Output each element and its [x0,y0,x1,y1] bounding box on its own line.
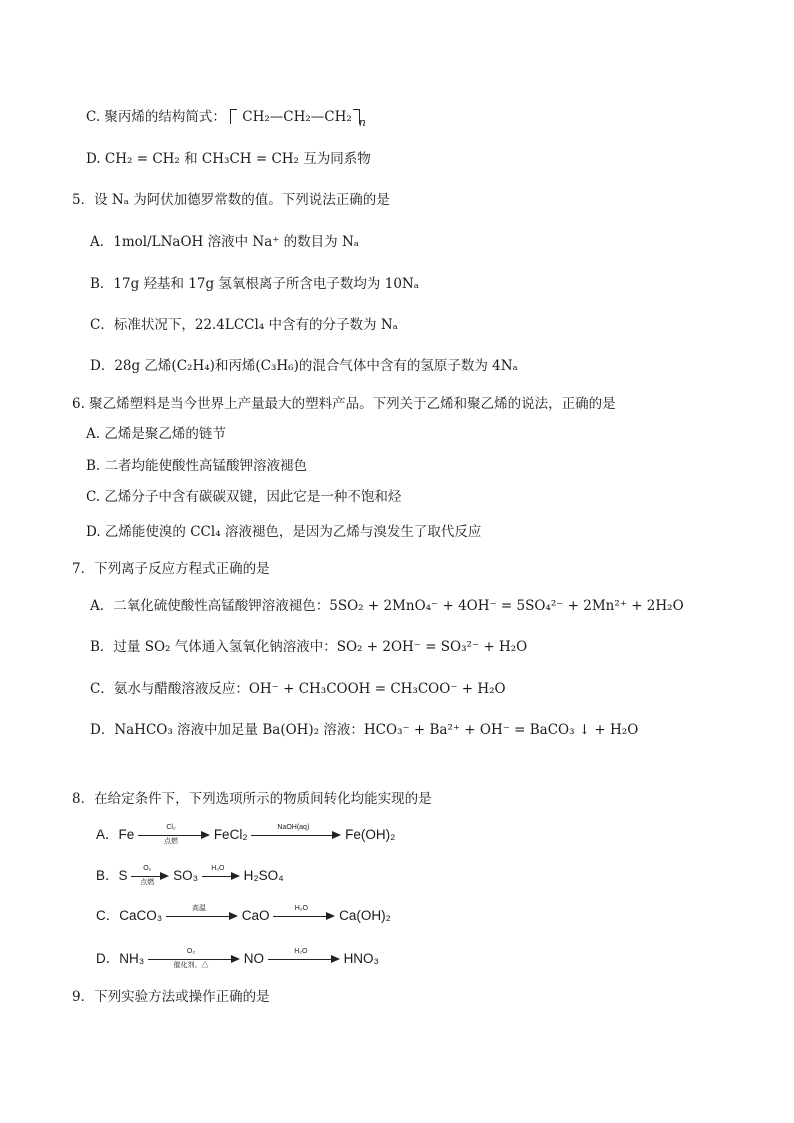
q7-option-a: A．二氧化硫使酸性高锰酸钾溶液褪色：5SO₂ + 2MnO₄⁻ + 4OH⁻ = 5SO₄²⁻ + 2Mn²⁺ + 2H₂O [90,598,684,614]
reaction-arrow-icon: 高温 [166,906,238,926]
q5-option-b: B．17g 羟基和 17g 氢氧根离子所含电子数均为 10Nₐ [90,276,419,292]
q6-option-d: D. 乙烯能使溴的 CCl₄ 溶液褪色，是因为乙烯与溴发生了取代反应 [86,524,482,540]
q6-option-a: A. 乙烯是聚乙烯的链节 [86,426,226,442]
reaction-arrow-icon: Cl₂ 点燃 [138,825,210,845]
q5-option-d: D．28g 乙烯(C₂H₄)和丙烯(C₃H₆)的混合气体中含有的氢原子数为 4Nₐ [90,358,518,374]
q6-option-b: B. 二者均能使酸性高锰酸钾溶液褪色 [86,458,308,474]
q6-stem: 6. 聚乙烯塑料是当今世界上产量最大的塑料产品。下列关于乙烯和聚乙烯的说法，正确的是 [72,396,616,412]
reaction-arrow-icon: H₂O [273,906,335,926]
reaction-arrow-icon: O₂ 点燃 [131,866,169,886]
q9-stem: 9．下列实验方法或操作正确的是 [72,989,270,1005]
reaction-arrow-icon: H₂O [202,866,240,886]
q7-option-d: D．NaHCO₃ 溶液中加足量 Ba(OH)₂ 溶液：HCO₃⁻ + Ba²⁺ + OH⁻ = BaCO₃ ↓ + H₂O [90,722,639,738]
q5-stem: 5．设 Nₐ 为阿伏加德罗常数的值。下列说法正确的是 [72,192,390,208]
q8-stem: 8．在给定条件下，下列选项所示的物质间转化均能实现的是 [72,791,432,807]
q5-option-c: C．标准状况下，22.4LCCl₄ 中含有的分子数为 Nₐ [90,317,398,333]
q8-option-b: B．S O₂ 点燃 SO₃ H₂O H₂SO₄ [96,865,284,887]
reaction-arrow-icon: O₂ 催化剂、△ [148,949,240,969]
q8-option-d: D．NH₃ O₂ 催化剂、△ NO H₂O HNO₃ [96,948,380,970]
reaction-arrow-icon: H₂O [268,949,340,969]
q7-option-c: C．氨水与醋酸溶液反应：OH⁻ + CH₃COOH = CH₃COO⁻ + H₂O [90,681,506,697]
q8-option-a: A．Fe Cl₂ 点燃 FeCl₂ NaOH(aq) Fe(OH)₂ [96,824,396,846]
q7-option-b: B．过量 SO₂ 气体通入氢氧化钠溶液中：SO₂ + 2OH⁻ = SO₃²⁻ + H₂O [90,639,528,655]
q5-option-a: A．1mol/LNaOH 溶液中 Na⁺ 的数目为 Nₐ [90,234,359,250]
polypropylene-formula: CH₂—CH₂—CH₂ n [230,107,366,127]
q4-option-c-text: C. 聚丙烯的结构简式： [86,109,226,125]
q4-option-d: D. CH₂ = CH₂ 和 CH₃CH = CH₂ 互为同系物 [86,151,371,167]
q7-stem: 7．下列离子反应方程式正确的是 [72,561,270,577]
q6-option-c: C. 乙烯分子中含有碳碳双键，因此它是一种不饱和烃 [86,489,402,505]
q4-option-c [86,107,366,127]
q8-option-c: C．CaCO₃ 高温 CaO H₂O Ca(OH)₂ [96,906,391,926]
reaction-arrow-icon: NaOH(aq) [251,825,341,845]
